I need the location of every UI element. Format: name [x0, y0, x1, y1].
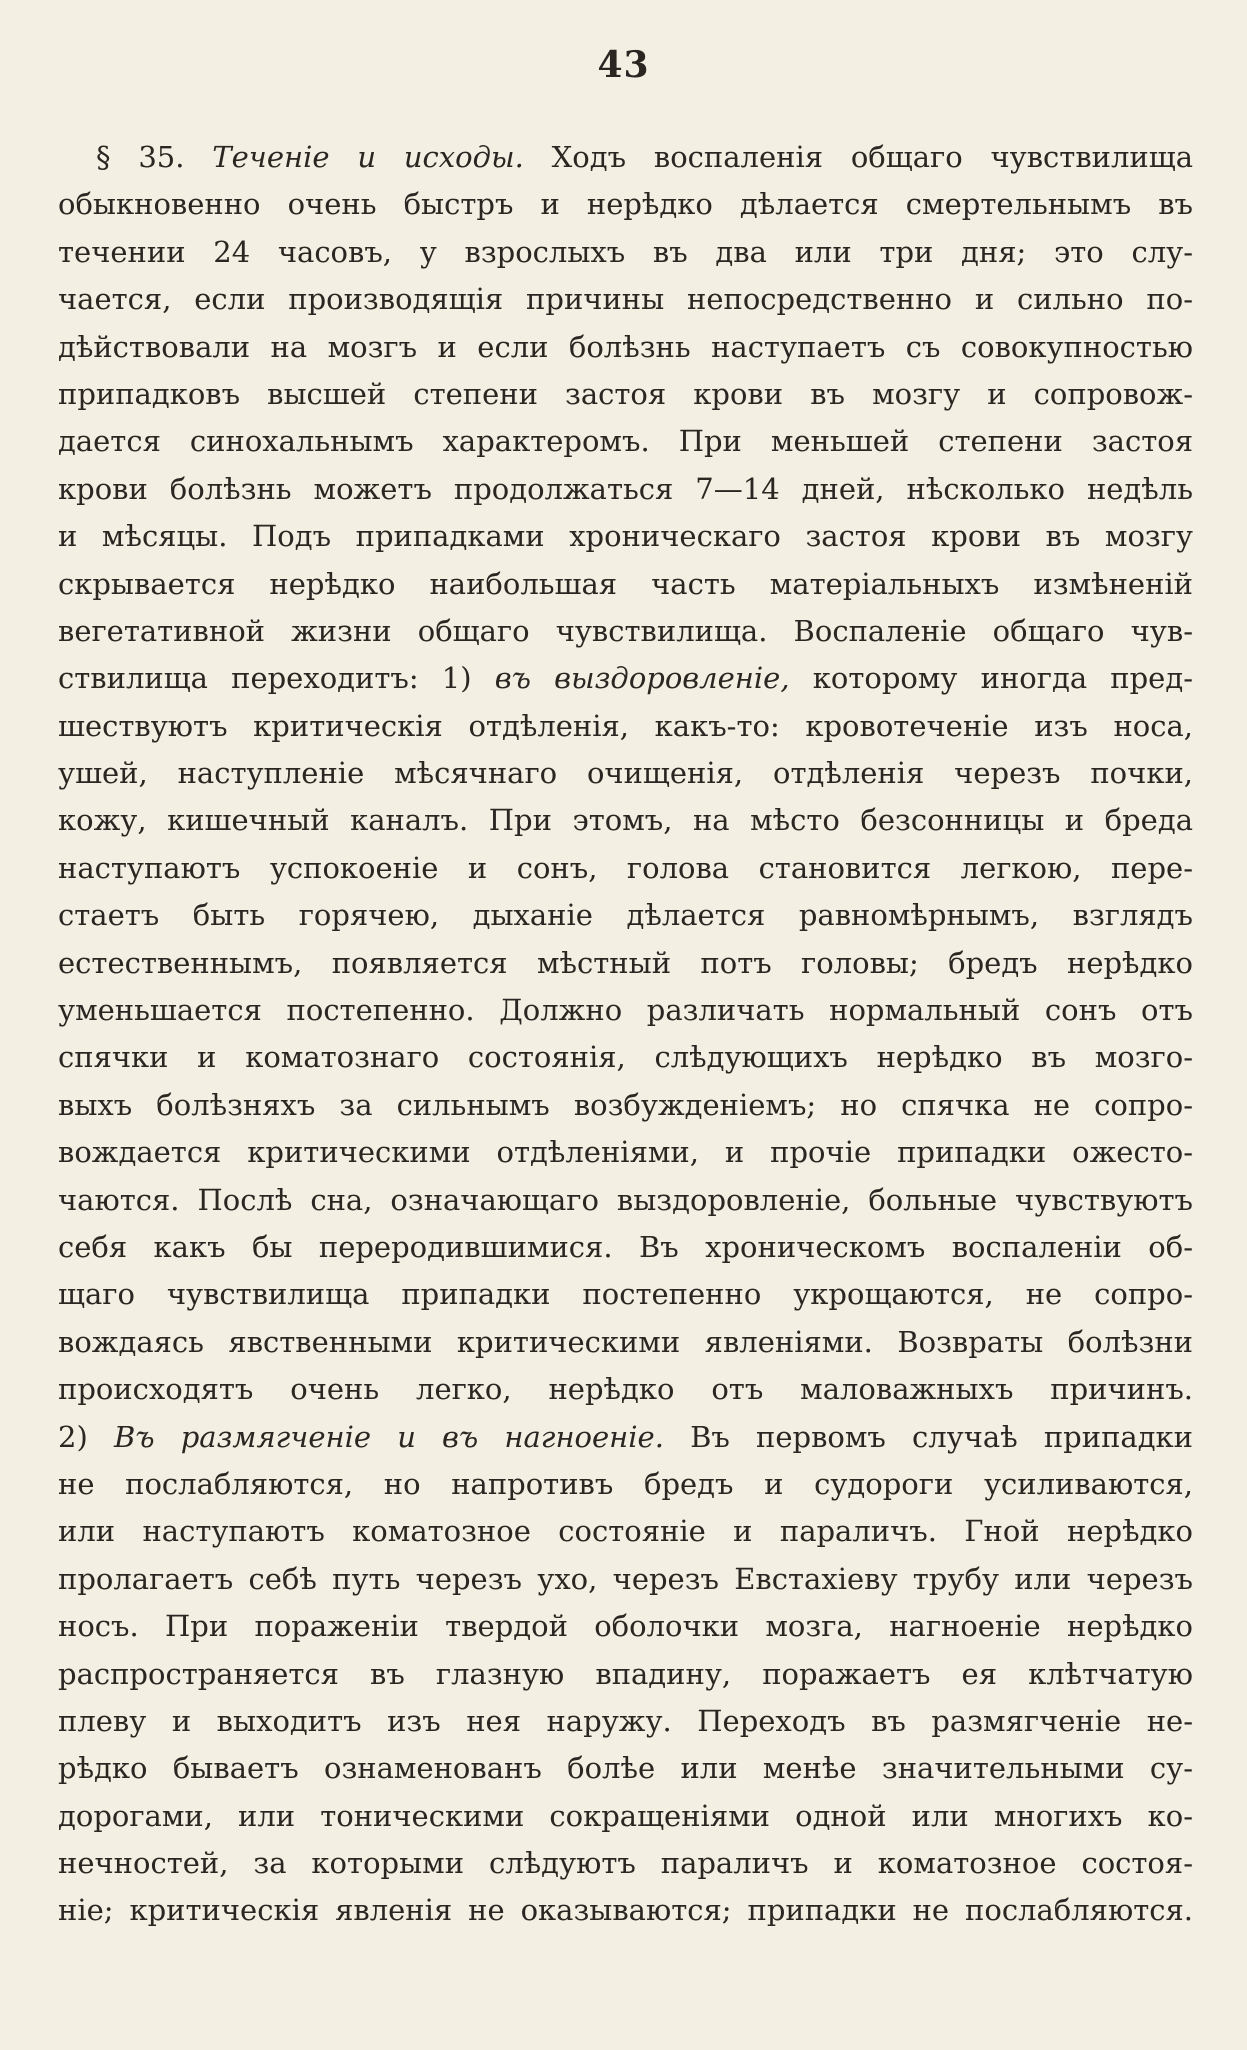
text-line: себя какъ бы переродившимися. Въ хроническомъ воспаленіи об-	[58, 1229, 1193, 1264]
line-text: 2)	[58, 1419, 114, 1454]
text-line: вождаясь явственными критическими явленіями. Возвраты болѣзни	[58, 1324, 1193, 1359]
text-line: течении 24 часовъ, у взрослыхъ въ два или три дня; это слу-	[58, 234, 1193, 269]
text-line: дорогами, или тоническими сокращеніями одной или многихъ ко-	[58, 1798, 1193, 1833]
text-line: дается синохальнымъ характеромъ. При меньшей степени застоя	[58, 424, 1193, 459]
line-text: которому иногда пред-	[789, 661, 1193, 696]
text-line: вождается критическими отдѣленіями, и прочіе припадки ожесто-	[58, 1135, 1193, 1170]
text-line: чается, если производящія причины непосредственно и сильно по-	[58, 282, 1193, 317]
text-line: носъ. При пораженіи твердой оболочки мозга, нагноеніе нерѣдко	[58, 1609, 1193, 1644]
text-line: припадковъ высшей степени застоя крови въ мозгу и сопровож-	[58, 376, 1193, 411]
text-line: или наступаютъ коматозное состояніе и параличъ. Гной нерѣдко	[58, 1514, 1193, 1549]
body-text	[58, 134, 1193, 1935]
text-line: не послабляются, но напротивъ бредъ и судороги усиливаются,	[58, 1466, 1193, 1501]
text-line: щаго чувствилища припадки постепенно укрощаются, не сопро-	[58, 1277, 1193, 1312]
text-line: крови болѣзнь можетъ продолжаться 7—14 дней, нѣсколько недѣль	[58, 471, 1193, 506]
text-line: нечностей, за которыми слѣдуютъ параличъ и коматозное состоя-	[58, 1846, 1193, 1881]
text-line: кожу, кишечный каналъ. При этомъ, на мѣсто безсонницы и бреда	[58, 803, 1193, 838]
text-line: и мѣсяцы. Подъ припадками хроническаго застоя крови въ мозгу	[58, 519, 1193, 554]
text-line: уменьшается постепенно. Должно различать нормальный сонъ отъ	[58, 993, 1193, 1028]
text-line: ушей, наступленіе мѣсячнаго очищенія, отдѣленія черезъ почки,	[58, 756, 1193, 791]
text-line	[58, 134, 1193, 181]
text-line: происходятъ очень легко, нерѣдко отъ маловажныхъ причинъ.	[58, 1372, 1193, 1407]
text-line: выхъ болѣзняхъ за сильнымъ возбужденіемъ; но спячка не сопро-	[58, 1087, 1193, 1122]
text-line: плеву и выходитъ изъ нея наружу. Переходъ въ размягченіе не-	[58, 1703, 1193, 1738]
text-line: вегетативной жизни общаго чувствилища. Воспаленіе общаго чув-	[58, 613, 1193, 648]
text-line: скрывается нерѣдко наибольшая часть матеріальныхъ измѣненій	[58, 566, 1193, 601]
text-line	[58, 655, 1193, 702]
text-line: наступаютъ успокоеніе и сонъ, голова становится легкою, пере-	[58, 850, 1193, 885]
text-line: обыкновенно очень быстръ и нерѣдко дѣлается смертельнымъ въ	[58, 187, 1193, 222]
text-line: чаются. Послѣ сна, означающаго выздоровленіе, больные чувствуютъ	[58, 1182, 1193, 1217]
line-text: Ходъ воспаленія общаго чувствилища	[523, 140, 1193, 174]
page-number: 43	[597, 44, 650, 86]
line-text: Въ первомъ случаѣ припадки	[663, 1419, 1193, 1454]
line-text: ствилища переходитъ: 1)	[58, 661, 495, 696]
text-line: естественнымъ, появляется мѣстный потъ головы; бредъ нерѣдко	[58, 945, 1193, 980]
text-line: шествуютъ критическія отдѣленія, какъ-то: кровотеченіе изъ носа,	[58, 708, 1193, 743]
italic-term: въ выздоровленіе,	[494, 661, 790, 696]
italic-term: Въ размягченіе и въ нагноеніе.	[113, 1419, 664, 1454]
text-line: рѣдко бываетъ ознаменованъ болѣе или менѣе значительными су-	[58, 1751, 1193, 1786]
text-line: пролагаетъ себѣ путь черезъ ухо, черезъ Евстахіеву трубу или черезъ	[58, 1561, 1193, 1596]
text-line: спячки и коматознаго состоянія, слѣдующихъ нерѣдко въ мозго-	[58, 1040, 1193, 1075]
text-line: распространяется въ глазную впадину, поражаетъ ея клѣтчатую	[58, 1656, 1193, 1691]
text-line	[58, 1414, 1193, 1461]
text-line: ніе; критическія явленія не оказываются; припадки не послабляются.	[58, 1893, 1193, 1928]
section-number: § 35.	[96, 140, 213, 174]
text-line: стаетъ быть горячею, дыханіе дѣлается равномѣрнымъ, взглядъ	[58, 898, 1193, 933]
section-title: Теченіе и исходы.	[212, 140, 524, 174]
text-line: дѣйствовали на мозгъ и если болѣзнь наступаетъ съ совокупностью	[58, 329, 1193, 364]
